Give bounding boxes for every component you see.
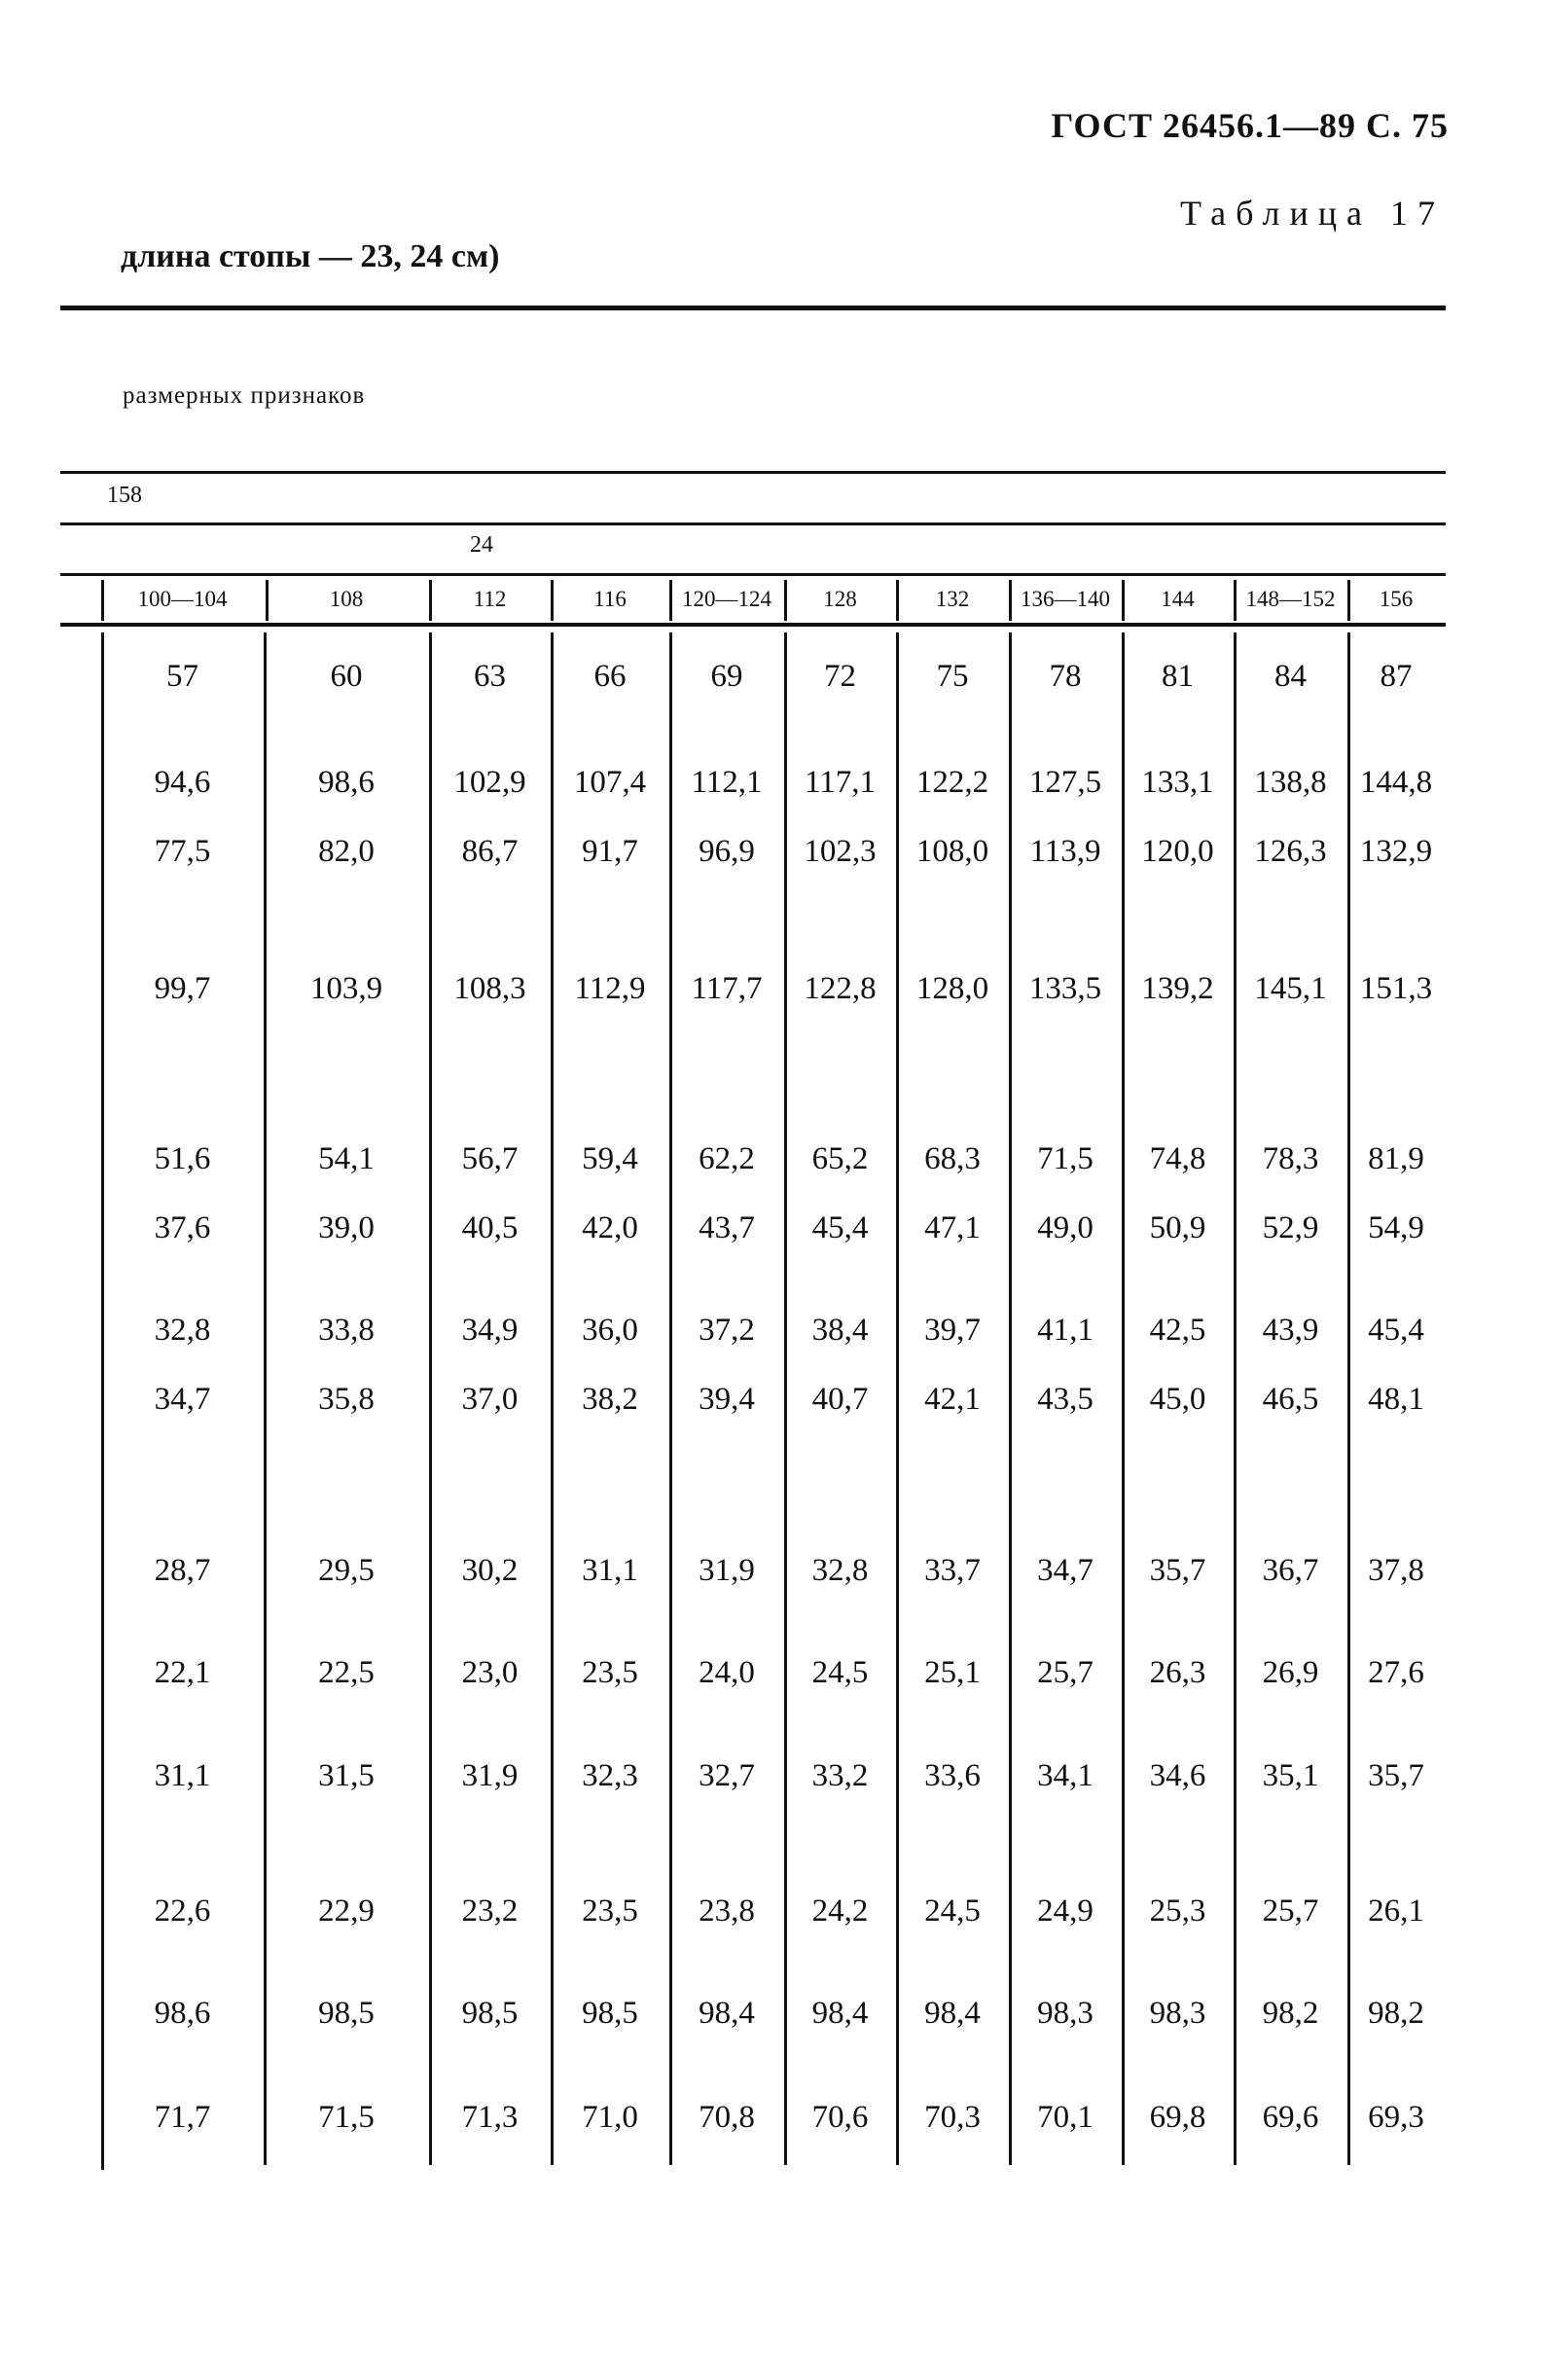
table-cell: 39,4 [699, 1382, 755, 1417]
table-cell: 138,8 [1254, 765, 1327, 800]
column-divider [1009, 632, 1012, 2165]
table-cell: 56,7 [461, 1141, 519, 1176]
column-header: 100—104 [137, 587, 228, 611]
table-cell: 120,0 [1141, 834, 1214, 869]
column-divider [101, 632, 104, 2170]
table-cell: 37,8 [1368, 1553, 1424, 1588]
table-cell: 27,6 [1368, 1655, 1424, 1690]
table-cell: 31,9 [699, 1553, 755, 1588]
table-cell: 23,2 [461, 1893, 519, 1929]
table-cell: 71,3 [461, 2100, 519, 2135]
table-cell: 51,6 [154, 1141, 211, 1176]
table-cell: 98,4 [924, 1996, 981, 2031]
table-cell: 26,9 [1262, 1655, 1319, 1690]
table-cell: 77,5 [154, 834, 211, 869]
column-header: 148—152 [1245, 587, 1336, 611]
table-cell: 91,7 [582, 834, 638, 869]
column-divider [1347, 632, 1350, 2165]
table-cell: 112,9 [574, 971, 646, 1006]
table-cell: 128,0 [915, 971, 989, 1006]
table-cell: 70,1 [1037, 2100, 1094, 2135]
table-cell: 42,5 [1149, 1313, 1206, 1348]
column-divider [669, 632, 672, 2165]
table-cell: 72 [824, 659, 856, 694]
table-cell: 32,8 [811, 1553, 869, 1588]
table-cell: 43,5 [1037, 1382, 1094, 1417]
table-cell: 102,9 [453, 765, 526, 800]
table-cell: 23,5 [582, 1655, 638, 1690]
table-cell: 28,7 [154, 1553, 211, 1588]
table-cell: 98,5 [582, 1996, 638, 2031]
table-cell: 35,8 [318, 1382, 375, 1417]
table-cell: 133,5 [1028, 971, 1102, 1006]
table-cell: 45,4 [811, 1210, 869, 1245]
table-cell: 69,6 [1262, 2100, 1319, 2135]
header-rule-2 [60, 523, 1446, 525]
table-cell: 71,5 [318, 2100, 375, 2135]
column-header-divider [1347, 580, 1350, 621]
table-cell: 117,1 [804, 765, 877, 800]
table-cell: 42,1 [924, 1382, 981, 1417]
table-cell: 22,1 [154, 1655, 211, 1690]
table-cell: 31,5 [318, 1758, 375, 1793]
table-cell: 98,4 [811, 1996, 869, 2031]
column-divider [896, 632, 899, 2165]
table-cell: 45,0 [1149, 1382, 1206, 1417]
table-cell: 133,1 [1141, 765, 1214, 800]
table-cell: 98,2 [1262, 1996, 1319, 2031]
table-cell: 98,4 [699, 1996, 755, 2031]
table-cell: 144,8 [1359, 765, 1433, 800]
table-cell: 33,7 [924, 1553, 981, 1588]
table-cell: 108,3 [453, 971, 526, 1006]
table-cell: 34,1 [1037, 1758, 1094, 1793]
table-number-label: Таблица 17 [1180, 194, 1445, 233]
column-header: 144 [1161, 587, 1195, 611]
table-cell: 23,5 [582, 1893, 638, 1929]
table-cell: 45,4 [1368, 1313, 1424, 1348]
table-cell: 98,3 [1037, 1996, 1094, 2031]
column-header-divider [551, 580, 554, 621]
column-header-divider [1009, 580, 1012, 621]
table-cell: 32,3 [582, 1758, 638, 1793]
table-cell: 139,2 [1141, 971, 1214, 1006]
column-header-divider [266, 580, 269, 621]
column-divider [551, 632, 554, 2165]
table-cell: 62,2 [699, 1141, 755, 1176]
table-cell: 33,6 [924, 1758, 981, 1793]
table-cell: 31,1 [582, 1553, 638, 1588]
table-cell: 38,2 [582, 1382, 638, 1417]
table-cell: 78 [1049, 659, 1082, 694]
table-cell: 84 [1274, 659, 1307, 694]
table-cell: 70,3 [924, 2100, 981, 2135]
column-header: 136—140 [1021, 587, 1110, 611]
table-cell: 37,2 [699, 1313, 755, 1348]
table-cell: 38,4 [811, 1313, 869, 1348]
table-caption: размерных признаков [123, 382, 366, 409]
table-cell: 66 [593, 659, 627, 694]
table-cell: 41,1 [1037, 1313, 1094, 1348]
table-cell: 23,8 [699, 1893, 755, 1929]
table-cell: 33,8 [318, 1313, 375, 1348]
table-cell: 132,9 [1359, 834, 1433, 869]
column-header: 132 [935, 587, 970, 611]
header-rule-1 [60, 471, 1446, 474]
table-cell: 34,7 [1037, 1553, 1094, 1588]
column-header-divider [1122, 580, 1125, 621]
table-cell: 36,7 [1262, 1553, 1319, 1588]
table-cell: 39,7 [924, 1313, 981, 1348]
table-cell: 54,9 [1368, 1210, 1424, 1245]
table-cell: 26,1 [1368, 1893, 1424, 1929]
table-cell: 98,5 [318, 1996, 375, 2031]
table-cell: 24,9 [1037, 1893, 1094, 1929]
table-cell: 112,1 [691, 765, 763, 800]
table-cell: 32,8 [154, 1313, 211, 1348]
column-divider [1234, 632, 1237, 2165]
table-cell: 37,0 [461, 1382, 519, 1417]
table-cell: 22,9 [318, 1893, 375, 1929]
table-cell: 48,1 [1368, 1382, 1424, 1417]
column-divider [1122, 632, 1125, 2165]
table-cell: 25,1 [924, 1655, 981, 1690]
table-cell: 98,5 [461, 1996, 519, 2031]
table-cell: 107,4 [573, 765, 647, 800]
table-cell: 59,4 [582, 1141, 638, 1176]
height-value: 158 [107, 483, 142, 508]
table-cell: 71,7 [154, 2100, 211, 2135]
table-cell: 36,0 [582, 1313, 638, 1348]
table-cell: 71,5 [1037, 1141, 1094, 1176]
table-cell: 47,1 [924, 1210, 981, 1245]
table-cell: 103,9 [309, 971, 383, 1006]
table-cell: 52,9 [1262, 1210, 1319, 1245]
table-cell: 22,5 [318, 1655, 375, 1690]
table-cell: 26,3 [1149, 1655, 1206, 1690]
table-cell: 81 [1162, 659, 1194, 694]
table-cell: 151,3 [1359, 971, 1433, 1006]
table-cell: 29,5 [318, 1553, 375, 1588]
column-header-divider [784, 580, 787, 621]
table-cell: 24,5 [924, 1893, 981, 1929]
table-cell: 78,3 [1262, 1141, 1319, 1176]
table-cell: 34,6 [1149, 1758, 1206, 1793]
column-divider [784, 632, 787, 2165]
table-cell: 98,6 [154, 1996, 211, 2031]
column-header-divider [896, 580, 899, 621]
table-cell: 24,2 [811, 1893, 869, 1929]
column-header-divider [1234, 580, 1237, 621]
table-cell: 96,9 [699, 834, 755, 869]
table-cell: 68,3 [924, 1141, 981, 1176]
column-header: 120—124 [682, 587, 771, 611]
table-cell: 39,0 [318, 1210, 375, 1245]
table-cell: 70,6 [811, 2100, 869, 2135]
column-header: 116 [593, 587, 627, 611]
table-cell: 145,1 [1254, 971, 1327, 1006]
table-cell: 31,9 [461, 1758, 519, 1793]
table-cell: 46,5 [1262, 1382, 1319, 1417]
top-rule [60, 306, 1446, 310]
column-header: 156 [1379, 587, 1414, 611]
table-cell: 69,8 [1149, 2100, 1206, 2135]
table-cell: 98,6 [318, 765, 375, 800]
table-cell: 43,9 [1262, 1313, 1319, 1348]
table-cell: 34,7 [154, 1382, 211, 1417]
table-cell: 86,7 [461, 834, 519, 869]
table-cell: 71,0 [582, 2100, 638, 2135]
table-cell: 99,7 [154, 971, 211, 1006]
table-cell: 70,8 [699, 2100, 755, 2135]
table-cell: 127,5 [1028, 765, 1102, 800]
table-cell: 40,5 [461, 1210, 519, 1245]
table-cell: 65,2 [811, 1141, 869, 1176]
table-cell: 126,3 [1254, 834, 1327, 869]
table-cell: 22,6 [154, 1893, 211, 1929]
table-cell: 34,9 [461, 1313, 519, 1348]
table-cell: 30,2 [461, 1553, 519, 1588]
table-cell: 69,3 [1368, 2100, 1424, 2135]
table-cell: 122,8 [804, 971, 877, 1006]
column-header: 128 [823, 587, 857, 611]
table-cell: 25,7 [1262, 1893, 1319, 1929]
header-bottom-rule [60, 623, 1446, 627]
foot-length-value: 24 [470, 532, 493, 558]
table-subtitle: длина стопы — 23, 24 см) [121, 238, 500, 274]
table-cell: 31,1 [154, 1758, 211, 1793]
table-cell: 98,3 [1149, 1996, 1206, 2031]
table-cell: 43,7 [699, 1210, 755, 1245]
column-divider [264, 632, 267, 2165]
table-cell: 35,1 [1262, 1758, 1319, 1793]
column-header-divider [101, 580, 104, 621]
table-cell: 24,0 [699, 1655, 755, 1690]
table-cell: 42,0 [582, 1210, 638, 1245]
table-cell: 122,2 [915, 765, 989, 800]
column-header-divider [669, 580, 672, 621]
table-cell: 25,7 [1037, 1655, 1094, 1690]
table-cell: 81,9 [1368, 1141, 1424, 1176]
table-cell: 50,9 [1149, 1210, 1206, 1245]
table-cell: 102,3 [804, 834, 877, 869]
table-cell: 33,2 [811, 1758, 869, 1793]
table-cell: 108,0 [915, 834, 989, 869]
table-cell: 63 [474, 659, 506, 694]
table-cell: 117,7 [691, 971, 763, 1006]
table-cell: 24,5 [811, 1655, 869, 1690]
table-cell: 35,7 [1368, 1758, 1424, 1793]
table-cell: 113,9 [1029, 834, 1101, 869]
table-cell: 69 [710, 659, 743, 694]
standard-page-header: ГОСТ 26456.1—89 С. 75 [1051, 106, 1449, 145]
table-cell: 57 [166, 659, 198, 694]
column-divider [429, 632, 432, 2165]
table-cell: 35,7 [1149, 1553, 1206, 1588]
table-cell: 32,7 [699, 1758, 755, 1793]
table-cell: 82,0 [318, 834, 375, 869]
column-header: 112 [473, 587, 507, 611]
table-cell: 74,8 [1149, 1141, 1206, 1176]
table-cell: 49,0 [1037, 1210, 1094, 1245]
table-cell: 25,3 [1149, 1893, 1206, 1929]
table-cell: 37,6 [154, 1210, 211, 1245]
column-header-divider [429, 580, 432, 621]
table-cell: 54,1 [318, 1141, 375, 1176]
table-cell: 98,2 [1368, 1996, 1424, 2031]
table-cell: 75 [936, 659, 969, 694]
table-cell: 60 [330, 659, 363, 694]
table-cell: 40,7 [811, 1382, 869, 1417]
table-cell: 94,6 [154, 765, 211, 800]
table-cell: 23,0 [461, 1655, 519, 1690]
table-cell: 87 [1380, 659, 1413, 694]
column-header: 108 [329, 587, 364, 611]
header-rule-3 [60, 573, 1446, 576]
